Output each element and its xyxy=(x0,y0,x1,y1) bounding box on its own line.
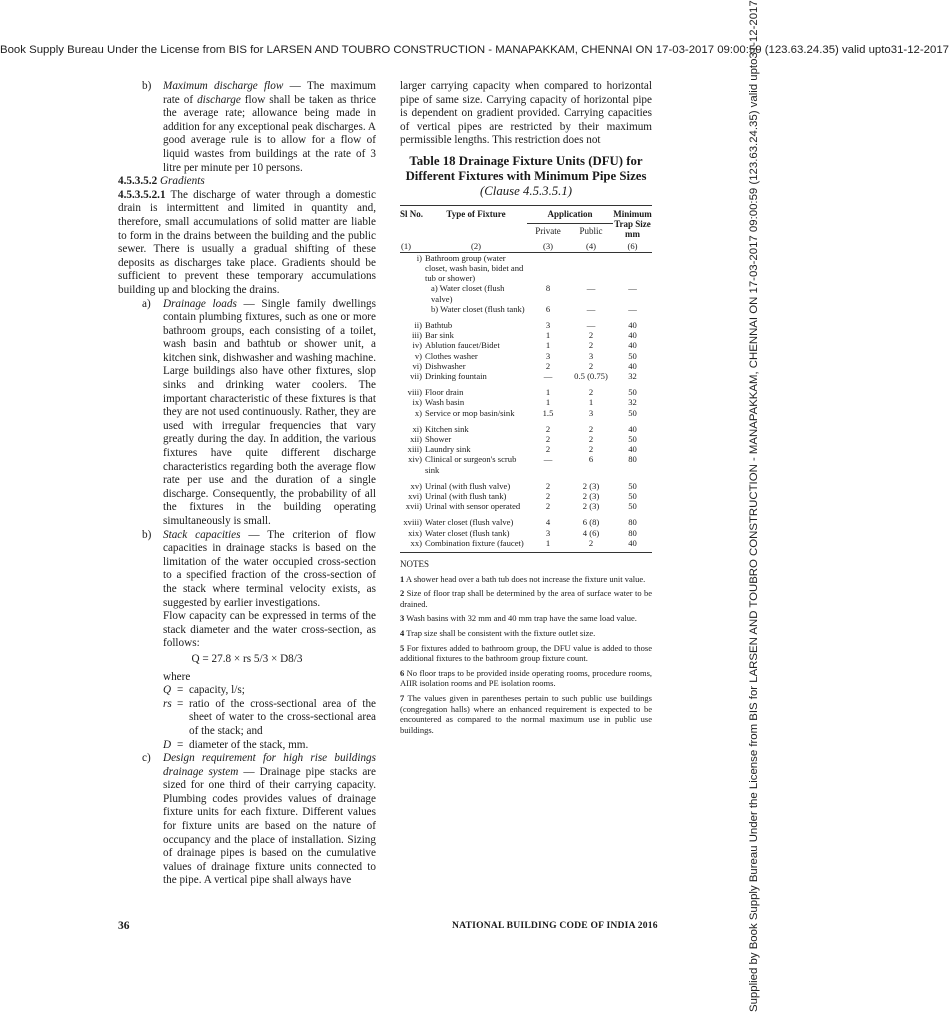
table-row xyxy=(400,361,652,371)
row-fixture: Dishwasher xyxy=(425,360,466,371)
where-label: where xyxy=(163,670,191,683)
definition-text: ratio of the cross-sectional area of the sheet of water to the cross-sectional area of the stack; and xyxy=(189,697,376,737)
row-fixture: Ablution faucet/Bidet xyxy=(425,340,500,351)
row-trap: 50 xyxy=(628,434,637,445)
rule-cell xyxy=(527,548,569,553)
table-caption xyxy=(400,154,652,199)
item-text: flow shall be taken as thrice the average rate; allowance being made in addition for any exceptional peak discharges. A good average rule is to allow for a flow of liquid wastes from buildings at the rate of 3 litre per minute per 10 persons. xyxy=(163,93,376,174)
row-private: — xyxy=(543,371,553,382)
item-heading: Design requirement for high rise buildings drainage system xyxy=(163,752,376,778)
table-row xyxy=(400,538,652,548)
row-public: 2 xyxy=(588,340,594,351)
note-number: 2 xyxy=(400,588,405,599)
row-public: 1 xyxy=(588,397,594,408)
table-row xyxy=(400,381,652,397)
row-trap: 50 xyxy=(628,491,637,502)
row-fixture: Laundry sink xyxy=(425,444,471,455)
row-private: 2 xyxy=(545,444,551,455)
table-row xyxy=(400,340,652,350)
row-private: 2 xyxy=(545,360,551,371)
row-trap xyxy=(613,252,652,283)
row-public: 2 (3) xyxy=(582,480,600,491)
row-sl: xix) xyxy=(408,527,422,538)
definition-rs xyxy=(163,698,376,739)
row-public: 6 xyxy=(588,454,594,465)
definition-d xyxy=(163,739,376,753)
row-sl: viii) xyxy=(407,387,422,398)
dfu-table xyxy=(400,205,652,553)
row-sl: x) xyxy=(414,407,422,418)
table-row xyxy=(400,511,652,527)
note-item xyxy=(400,693,652,735)
table-row xyxy=(400,434,652,444)
row-public: — xyxy=(586,303,596,314)
row-trap: 40 xyxy=(628,330,637,341)
row-sl: vii) xyxy=(410,371,422,382)
row-trap: 40 xyxy=(628,340,637,351)
table-row xyxy=(400,501,652,511)
row-trap: 80 xyxy=(628,517,637,528)
note-number: 5 xyxy=(400,642,405,653)
item-heading: Maximum discharge flow xyxy=(163,80,284,92)
item-label: b) xyxy=(142,80,152,92)
row-trap: 40 xyxy=(628,423,637,434)
clause-4-5-3-5-2-1 xyxy=(118,189,376,298)
clause-b-max-discharge xyxy=(118,80,376,175)
row-fixture: Floor drain xyxy=(425,387,464,398)
note-number: 6 xyxy=(400,667,405,678)
item-text: — The criterion of flow capacities in drainage stacks is based on the limitation of the water occupied cross-section to a specified fraction of the cross-section of the stack where terminal velocity exists, as suggested by earlier investigations. xyxy=(163,528,376,609)
table-row xyxy=(400,304,652,314)
row-private: 2 xyxy=(545,501,551,512)
row-trap: 50 xyxy=(628,350,637,361)
row-fixture: Water closet (flush tank) xyxy=(425,527,510,538)
item-text: — Single family dwellings contain plumbing fixtures, such as one or more bathroom groups, each consisting of a toilet, wash basin and bathtub or shower unit, a kitchen sink, dishwasher and washing machine. Large buildings also have other fixtures, slop sinks and drinking water coolers. The important characteristic of these fixtures is that they are not used continuously. Rather, they are used with irregular frequencies that vary greatly during the day. In addition, the various fixtures have quite different discharge characteristics regarding both the average flow rate per use and the duration of a single discharge. Consequently, the probability of all the fixtures in the building operating simultaneously is small. xyxy=(163,297,376,527)
clause-text: The discharge of water through a domestic drain is intermittent and limited in quantity and, therefore, small accumulations of solid matter are liable to form in the drains between the building and the public sewer. There is usually a gradual shifting of these deposits as discharges take place. Gradients should be sufficient to prevent these temporary accumulations building up and blocking the drains. xyxy=(118,188,376,296)
table-row xyxy=(400,454,652,474)
row-private: 2 xyxy=(545,434,551,445)
definition-text: capacity, l/s; xyxy=(189,684,245,697)
table-row xyxy=(400,371,652,381)
col-number: (1) xyxy=(400,240,425,253)
row-sl: iii) xyxy=(411,330,422,341)
note-item xyxy=(400,643,652,664)
table-notes xyxy=(400,559,652,735)
row-fixture: Urinal (with flush tank) xyxy=(425,491,507,502)
row-sl: ii) xyxy=(414,320,422,330)
row-trap: 50 xyxy=(628,480,637,491)
formula-definitions xyxy=(118,684,376,752)
col-number: (4) xyxy=(569,240,613,253)
row-sl xyxy=(400,283,425,303)
section-heading-gradients xyxy=(118,175,376,189)
row-public: — xyxy=(586,283,596,294)
row-trap: — xyxy=(628,283,637,294)
row-fixture: Drinking fountain xyxy=(425,371,487,382)
row-private: 1.5 xyxy=(542,407,554,418)
note-number: 4 xyxy=(400,628,405,639)
table-row xyxy=(400,408,652,418)
row-sl: vi) xyxy=(412,360,422,371)
note-text: No floor traps to be provided inside operating rooms, procedure rooms, AIIR isolation rooms and PE isolation rooms. xyxy=(400,667,653,689)
row-public: 0.5 (0.75) xyxy=(574,371,608,382)
row-sl: xii) xyxy=(410,434,422,445)
row-public: 2 xyxy=(588,387,594,398)
clause-b-stack-capacities xyxy=(118,529,376,611)
table-row xyxy=(400,351,652,361)
item-italic: discharge xyxy=(197,93,241,106)
row-trap: 80 xyxy=(628,454,637,465)
row-trap: 32 xyxy=(628,397,637,408)
license-watermark-side: Supplied by Book Supply Bureau Under the License from BIS for LARSEN AND TOUBRO CONSTRUCTION - MANAPAKKAM, CHENNAI ON 17-03-2017 09:00:59 (123.63.24.35) valid upto31-12-2017 xyxy=(748,0,760,1012)
table-row xyxy=(400,330,652,340)
row-trap: — xyxy=(628,303,637,314)
row-private: 3 xyxy=(545,527,551,538)
row-sl: xvii) xyxy=(405,501,422,512)
row-public: 4 (6) xyxy=(582,527,600,538)
row-private: 3 xyxy=(545,320,551,330)
row-trap: 50 xyxy=(628,407,637,418)
row-fixture: Bathroom group (water closet, wash basin, bidet and tub or shower) xyxy=(425,252,524,284)
right-column xyxy=(400,80,652,739)
continued-text: larger carrying capacity when compared to horizontal pipe of same size. Carrying capacity of horizontal pipe is dependent on gradient provided. Carrying capacities of vertical pipes are restricted by their maximum permissible lengths. This restriction does not xyxy=(400,80,652,147)
row-public: 2 xyxy=(588,537,594,548)
row-trap: 32 xyxy=(628,371,637,382)
row-public: 2 xyxy=(588,434,594,445)
rule-cell xyxy=(425,548,527,553)
row-trap: 40 xyxy=(628,537,637,548)
table-clause: (Clause 4.5.3.5.1) xyxy=(479,183,573,198)
definition-equals: = xyxy=(177,738,184,751)
definition-q xyxy=(163,684,376,698)
definition-equals: = xyxy=(177,697,184,710)
row-sl: xvi) xyxy=(408,491,422,502)
table-row xyxy=(400,418,652,434)
row-private: 2 xyxy=(545,480,551,491)
row-sl: i) xyxy=(416,252,422,263)
row-fixture: Wash basin xyxy=(425,397,465,408)
row-fixture: Shower xyxy=(425,434,452,445)
code-title: NATIONAL BUILDING CODE OF INDIA 2016 xyxy=(452,920,658,931)
row-public: 2 (3) xyxy=(582,491,600,502)
notes-heading: NOTES xyxy=(400,559,429,570)
row-fixture: Service or mop basin/sink xyxy=(425,407,515,418)
row-public xyxy=(569,252,613,283)
note-text: A shower head over a bath tub does not increase the fixture unit value. xyxy=(405,573,646,584)
note-item xyxy=(400,628,652,639)
row-public: 3 xyxy=(588,407,594,418)
row-fixture: a) Water closet (flush valve) xyxy=(431,283,505,304)
row-sl: xviii) xyxy=(403,517,422,528)
item-heading: Drainage loads xyxy=(163,297,237,310)
row-sl: xv) xyxy=(410,480,422,491)
row-public: 2 xyxy=(588,444,594,455)
note-item xyxy=(400,574,652,585)
row-sl: xx) xyxy=(410,537,422,548)
row-sl: iv) xyxy=(412,340,422,351)
table-title: Table 18 Drainage Fixture Units (DFU) for Different Fixtures with Minimum Pipe Sizes xyxy=(405,153,647,183)
note-item xyxy=(400,613,652,624)
row-private: 1 xyxy=(545,340,551,351)
row-private: 8 xyxy=(545,283,551,294)
stack-capacity-formula: Q = 27.8 × rs 5/3 × D8/3 xyxy=(191,652,303,665)
row-fixture: Kitchen sink xyxy=(425,423,469,434)
definition-symbol: D xyxy=(163,738,172,751)
row-sl: v) xyxy=(414,350,422,361)
row-public: 2 (3) xyxy=(582,501,600,512)
row-private: 1 xyxy=(545,387,551,398)
table-row xyxy=(400,397,652,407)
row-private: 1 xyxy=(545,397,551,408)
row-trap: 80 xyxy=(628,527,637,538)
header-public: Public xyxy=(579,225,603,236)
row-trap: 40 xyxy=(628,360,637,371)
definition-equals: = xyxy=(177,684,184,697)
row-fixture: Urinal (with flush valve) xyxy=(425,480,511,491)
dfu-table-body xyxy=(400,252,652,552)
row-fixture: Urinal with sensor operated xyxy=(425,501,521,512)
row-public: 6 (8) xyxy=(582,517,600,528)
row-private: 1 xyxy=(545,330,551,341)
item-label: a) xyxy=(142,297,151,310)
item-label: c) xyxy=(142,752,151,765)
row-fixture: b) Water closet (flush tank) xyxy=(431,303,525,314)
section-title: Gradients xyxy=(159,175,205,188)
row-trap: 40 xyxy=(628,444,637,455)
row-sl: xiii) xyxy=(407,444,422,455)
row-private xyxy=(527,252,569,283)
note-item xyxy=(400,588,652,609)
row-public: 2 xyxy=(588,423,594,434)
row-public: 3 xyxy=(588,350,594,361)
item-text: — The maximum rate of xyxy=(163,80,377,106)
rule-cell xyxy=(613,548,652,553)
row-public: — xyxy=(586,320,596,330)
notes-list xyxy=(400,574,652,736)
table-row xyxy=(400,252,652,283)
table-row xyxy=(400,475,652,491)
header-private: Private xyxy=(535,225,561,236)
note-number: 7 xyxy=(400,693,405,703)
row-sl: ix) xyxy=(412,397,422,408)
rule-cell xyxy=(400,548,425,553)
row-public: 2 xyxy=(588,330,594,341)
row-private: — xyxy=(543,454,553,465)
row-fixture: Combination fixture (faucet) xyxy=(425,537,524,548)
table-row xyxy=(400,314,652,330)
row-private: 1 xyxy=(545,537,551,548)
clause-number: 4.5.3.5.2.1 xyxy=(118,188,166,201)
row-private: 3 xyxy=(545,350,551,361)
row-trap: 50 xyxy=(628,387,637,398)
left-column xyxy=(118,80,376,888)
row-fixture: Water closet (flush valve) xyxy=(425,517,514,528)
row-private: 2 xyxy=(545,423,551,434)
table-row xyxy=(400,444,652,454)
header-trap-size: Minimum Trap Size mm xyxy=(613,205,652,239)
row-trap: 40 xyxy=(628,320,637,330)
header-fixture-type: Type of Fixture xyxy=(425,205,527,239)
page-number: 36 xyxy=(118,920,130,932)
item-text: — Drainage pipe stacks are sized for one third of their carrying capacity. Plumbing codes provides values of drainage fixture units for each fixture. Different values for fixture units are based on the nature of occupancy and the place of installation. Sizing of drainage pipes is based on the cumulative values of drainage fixture units connected to the pipe. A vertical pipe shall always have xyxy=(163,765,376,887)
row-sl xyxy=(400,304,425,314)
row-fixture: Bathtub xyxy=(425,320,453,330)
col-number: (6) xyxy=(613,240,652,253)
row-private: 4 xyxy=(545,517,551,528)
table-row xyxy=(400,283,652,303)
row-sl: xi) xyxy=(412,423,422,434)
table-bottom-rule xyxy=(400,548,652,553)
clause-c-high-rise-design xyxy=(118,752,376,888)
row-private: 6 xyxy=(545,303,551,314)
row-private: 2 xyxy=(545,491,551,502)
row-public: 2 xyxy=(588,360,594,371)
definition-symbol: rs xyxy=(163,697,172,710)
definition-symbol: Q xyxy=(163,684,172,697)
item-heading: Stack capacities xyxy=(163,528,241,541)
col-number: (2) xyxy=(425,240,527,253)
header-application: Application xyxy=(527,205,613,223)
header-sl: Sl No. xyxy=(400,205,425,239)
note-text: The values given in parentheses pertain to such public use buildings (congregation halls) where an enhanced requirement is expected to be encountered as compared to the normal maximum use in public use buildings. xyxy=(400,693,652,735)
row-trap: 50 xyxy=(628,501,637,512)
note-text: For fixtures added to bathroom group, the DFU value is added to those additional fixtures to the bathroom group fixture count. xyxy=(400,642,653,664)
rule-cell xyxy=(569,548,613,553)
note-item xyxy=(400,668,652,689)
row-fixture: Clinical or surgeon's scrub sink xyxy=(425,454,517,475)
row-sl: xiv) xyxy=(408,454,422,465)
row-fixture: Clothes washer xyxy=(425,350,478,361)
stack-capacity-text: Flow capacity can be expressed in terms of the stack diameter and the water cross-section, as follows: xyxy=(163,610,376,650)
table-row xyxy=(400,491,652,501)
table-row xyxy=(400,528,652,538)
definition-text: diameter of the stack, mm. xyxy=(189,738,309,751)
note-number: 1 xyxy=(400,573,405,584)
note-text: Size of floor trap shall be determined by the area of surface water to be drained. xyxy=(400,588,652,609)
section-number: 4.5.3.5.2 xyxy=(118,175,158,188)
col-number: (3) xyxy=(527,240,569,253)
item-label: b) xyxy=(142,528,152,541)
row-fixture: Bar sink xyxy=(425,330,454,341)
note-text: Trap size shall be consistent with the fixture outlet size. xyxy=(406,628,596,639)
clause-a-drainage-loads xyxy=(118,298,376,529)
note-text: Wash basins with 32 mm and 40 mm trap have the same load value. xyxy=(406,613,637,624)
note-number: 3 xyxy=(400,613,405,624)
license-watermark-top: Book Supply Bureau Under the License from BIS for LARSEN AND TOUBRO CONSTRUCTION - MANAPAKKAM, CHENNAI ON 17-03-2017 09:00:59 (123.63.24.35) valid upto31-12-2017 xyxy=(0,44,949,56)
